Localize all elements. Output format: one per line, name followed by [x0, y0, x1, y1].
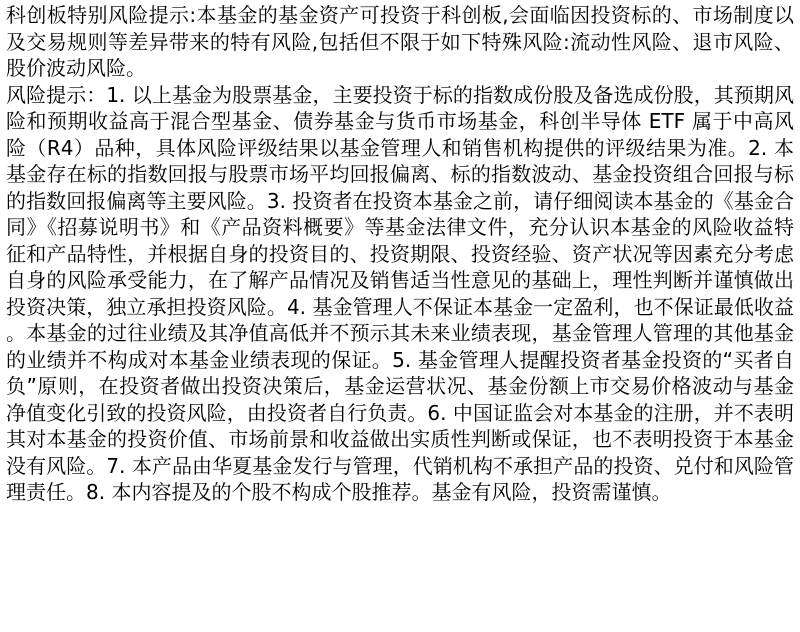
star-market-risk-notice: 科创板特别风险提示:本基金的基金资产可投资于科创板,会面临因投资标的、市场制度以及交易规则等差异带来的特有风险,包括但不限于如下特殊风险:流动性风险、退市风险、股价波动风险。 [6, 3, 794, 80]
fund-risk-notice: 风险提示：1. 以上基金为股票基金，主要投资于标的指数成份股及备选成份股，其预期风险和预期收益高于混合型基金、债券基金与货币市场基金，科创半导体 ETF 属于中高风险（R4）品种，具体风险评级结果以基金管理人和销售机构提供的评级结果为准。2. 本基金存在标的指数回报与股票市场平均回报偏离、标的指数波动、基金投资组合回报与标的指数回报偏离等主要风险。3. 投资者在投资本基金之前，请仔细阅读本基金的《基金合同》《招募说明书》和《产品资料概要》等基金法律文件，充分认识本基金的风险收益特征和产品特性，并根据自身的投资目的、投资期限、投资经验、资产状况等因素充分考虑自身的风险承受能力，在了解产品情况及销售适当性意见的基础上，理性判断并谨慎做出投资决策，独立承担投资风险。4. 基金管理人不保证本基金一定盈利，也不保证最低收益。本基金的过往业绩及其净值高低并不预示其未来业绩表现，基金管理人管理的其他基金的业绩并不构成对本基金业绩表现的保证。5. 基金管理人提醒投资者基金投资的“买者自负”原则，在投资者做出投资决策后，基金运营状况、基金份额上市交易价格波动与基金净值变化引致的投资风险，由投资者自行负责。6. 中国证监会对本基金的注册，并不表明其对本基金的投资价值、市场前景和收益做出实质性判断或保证，也不表明投资于本基金没有风险。7. 本产品由华夏基金发行与管理，代销机构不承担产品的投资、兑付和风险管理责任。8. 本内容提及的个股不构成个股推荐。基金有风险，投资需谨慎。 [6, 82, 794, 504]
